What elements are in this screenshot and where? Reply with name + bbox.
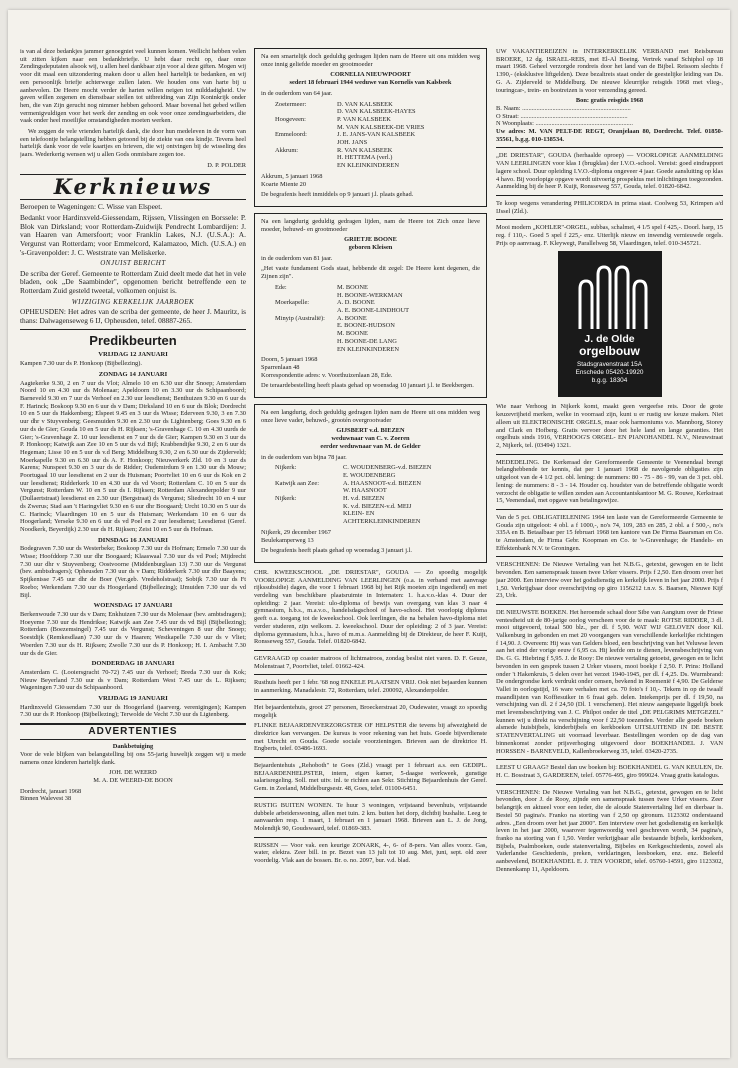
- ad-bejaardenverzorgster: FLINKE BEJAARDENVERZORGSTER OF HELPSTER die tevens bij afwezigheid de direktrice kan vervangen. De kursus is voor rekening van het huis. Goede bijverdienste met Utrecht en Gouda. Goede sociale voorzieningen. Brieven aan de direktrice H. Engberts, telef. 03486-1693.: [254, 722, 487, 753]
- obituary-since: weduwnaar van C. v. Zoeren: [331, 435, 410, 443]
- logo-tagline: orgelbouw: [579, 344, 640, 359]
- ad-rusthuis: Rusthuis heeft per 1 febr. '68 nog ENKELE PLAATSEN VRIJ. Ook niet bejaarden kunnen in aanmerking. Manadalestr. 72, Rotterdam, telef. 200092, Alexanderpolder.: [254, 679, 487, 695]
- column-left: [20, 48, 246, 803]
- divider: [496, 195, 723, 196]
- ad-rijssen: RIJSSEN — Voor vak. een keurige ZONARK, 4-, 6- of 8-pers. Van alles voorz. Gas, water, elektra. Zeer bill. in pr. Bezet van 13 juli tot 10 aug. Mei, juni, sept. old zeer voordelig. Vlak aan de bossen. Br. o. no. 2097, bur. v.d. blad.: [254, 841, 487, 865]
- newspaper-page: [8, 10, 730, 1058]
- logo-name: J. de Olde: [584, 333, 635, 346]
- dank-place: Dordrecht, januari 1968: [20, 787, 82, 795]
- ad-bejaardentehuis: Het bejaardentehuis, groot 27 personen, Broeckerstraat 20, Oudewater, vraagt zo spoedig mogelijk: [254, 703, 487, 719]
- divider: [254, 674, 487, 675]
- coupon-line: N Woonplaats: .............................................................: [496, 120, 633, 128]
- obituary-intro: Na een langdurig, doch geduldig gedragen lijden nam de Heere uit ons midden weg onze lieve vader, behuwd-, grootén overgrootvader: [261, 409, 480, 424]
- signature: D. P. POLDER: [207, 161, 246, 169]
- obituary-address: Koarte Miente 20: [261, 180, 307, 188]
- family-list: Nijkerk: C. WOUDENBERG-v.d. BIEZEN E. WOUDENBERG Katwijk aan Zee: A. HAASNOOT-v.d. BIEZEN W. HAASNOOT Nijkerk: H. v.d. BIEZEN K. v.d. BIEZEN-v.d. MEIJ KLEIN- EN ACHTERKLEINKINDEREN: [275, 464, 432, 526]
- day-heading: VRIJDAG 12 JANUARI: [98, 351, 168, 359]
- obituary-born: geboren Kleisen: [348, 244, 393, 252]
- onjuist-heading: ONJUIST BERICHT: [100, 259, 166, 268]
- intro-paragraph: We zeggen de vele vrienden hartelijk dank, die door hun medeleven in de vorm van een telefoontje belangstelling hebben getoond bij de ziekte van ons kindje. Tevens heel hartelijk dank voor de vele kaartjes en brieven, die wij ontvingen bij de wisseling des jaars. Wederkerig wensen wij u allen Gods onmisbare zegen toe.: [20, 128, 246, 159]
- logo-address: Stadsgravenstraat 15A: [576, 361, 642, 369]
- day-text: Kampen 7.30 uur ds P. Honkoop (Bijbellezing).: [20, 360, 142, 368]
- ad-leest-u-graag: LEEST U GRAAG? Bestel dan uw boeken bij: BOEKHANDEL G. VAN KEULEN, Dr. H. C. Bosstraat 3, GARDEREN, telef. 05776-495, giro 999024. Vraag gratis katalogus.: [496, 764, 723, 779]
- family-list: Zoetermeer: D. VAN KALSBEEK D. VAN KALSBEEK-HAYES Hoogeveen: P. VAN KALSBEEK M. VAN KALSBEEK-DE VRIES Emmeloord: J. E. JANS-VAN KALSBEEK JOH. JANS Akkrum: R. VAN KALSBEEK H. HETTEMA (verl.) EN KLEINKINDEREN: [275, 100, 425, 170]
- obituary-age: in de ouderdom van bijna 78 jaar.: [261, 453, 347, 461]
- dank-address: Binnen Walevest 38: [20, 795, 72, 803]
- day-text: Hardinxveld Giessendam 7.30 uur ds Hoogerland (jaarverg. verenigingen); Kampen 7.30 uur ds P. Honkoop (Bijbellezing); Terwolde de Vecht 7.30 uur ds Ligtenberg.: [20, 703, 246, 719]
- coupon-address: Uw adres: M. VAN PELT-DE REGT, Oranjelaan 80, Dordrecht. Telef. 01850-35561, b.g.g. 010-138534.: [496, 128, 723, 143]
- ad-nieuwste-boeken: DE NIEUWSTE BOEKEN. Het heroemde schaal door Sibe van Aangium over de Friese ventestheid uit de 80-jarige oorlog verscheen voor de te maak: ROTSE RIDDER, 3 dl. mooi uitgevoerd, totaal 500 blz., per dl. f 5,90. WAT WIJ GELOVEN door Kil. Valkenburg in gebonden en met 20 voorgangers van verschillende kerkelijke richtingen f 14,90. J. Overeem: Hij was van Gelders bloed, een beschrijving van het Veluwse leven aan het eind der vorige eeuw f 6,95 ca. Hij leefde om te dienen, levensbeschrijving van Ds. G. G. Hiebring f 5,95. J. de Rooy: De nieuwe vertaling getoetst, gewogen en te licht bevonden in een gesprek tussen 2 Urker vissers, mooi boekje f 2,50. F. Prins: Holland onder 't Hakenkruis, 5 delen over het verzet 1940-1945, per dl. f 4,25. Ds. Wurmbrand: De ondergrondse kerk verdrukt onder censen, bevkend in Roemenië f 4,90. De Gelderse Vallei in oorlogstijd, 16 ware verhalen met ca. 70 foto's f 10,-. Tekem in op de twaalf maandlijsten van Koffiesuiker in 6 fraai geb. delen. Intekenprijs per dl. f 19,50, na verschijning van dl. 2 f 24,50 (Dl. 1 verschenen). Het nieuw aangepaste liggelijk boek met levensbeschrijving van J. C. Philpot onder de titel „DE PELGRIMS METGEZEL" kunnen wij u direkt na verschijning voor f 22,50 toezenden. Verder alle goede boeken alsmede huisbijbels, kinderbijbels en kerkboeken UITSLUITEND IN DE BESTE STATENVERTALING uit voorraad leverbaar. Bestellingen worden op de dag van binnenkomst zonder prijsverhoging uitgevoerd door BOEKHANDEL J. VAN HORSSEN - BARNEVELD, Kallenbroekerweg 35, telef. 03420-2735.: [496, 608, 723, 755]
- day-heading: ZONDAG 14 JANUARI: [98, 370, 168, 378]
- divider: [254, 699, 487, 700]
- obituary-name: GRIETJE BOONE: [344, 236, 397, 244]
- kerk-item: Bedankt voor Hardinxveld-Giessendam, Rijssen, Vlissingen en Borssele: P. Blok van Dirksland; voor Rotterdam-Zuidwijk Pendrecht Lombardijen: J. van Haaren van Amersfoort; voor Franklin Lakes, N.J. (U.S.A.): A. Vergunst van Rotterdam; voor Emmelcord, Kalamazoo, Mich. (U.S.A.) en 's-Gravenpolder: J. C. Weststrate van Meliskerke.: [20, 213, 246, 257]
- obituary-intro: Na een langdurig geduldig gedragen lijden, nam de Heere tot Zich onze lieve moeder, behuwd- en grootmoeder: [261, 217, 480, 233]
- obituary-since: eerder weduwnaar van M. de Gelder: [320, 442, 421, 450]
- obituary-intro: Na een smartelijk doch geduldig gedragen lijden nam de Heere uit ons midden weg onze innig geliefde moeder en grootmoeder: [261, 53, 480, 68]
- organ-pipes-icon: [570, 259, 650, 331]
- ad-kohler-orgel: Mooi modern „KOHLER"-ORGEL, subbas, schalmei, 4 1/5 spel f 425,-. Doorl. harp, 15 reg. f 110,-. Goed 5 spel f 225,- enz. Uiterlijk nieuw en inwendig vernieuwde orgels. Prijs op aanvraag. F. Kleywegt, Parallelweg 58, Vlaardingen, telef. 010-345721.: [496, 224, 723, 247]
- ad-driestar-ivo: „DE DRIESTAR", GOUDA (herhaalde oproep) — VOORLOPIGE AANMELDING VAN LEERLINGEN voor klas I (brugklas) der I.V.O.-school. Vereist: goed eindrapport lagere school. Duur opleiding I.V.O.-diploma ongeveer 4 jaar. Goede aansluiting op klas 4 havo. Bij voorlopige opgave wordt uitvoerig prospektus met inlichtingen toegezonden. Aanmelding bij de heer P. Kuijt, Ronsseweg 557, Gouda, telef. 01820-6842.: [496, 152, 723, 191]
- ad-rustig-wonen: RUSTIG BUITEN WONEN. Te huur 3 woningen, vrijstaand bevenhuis, vrijstaande dubbele arbeiderswoning, allen met tuin. 2 km. buiten het dorp, dichtbij bushalte. Leeg te aanvaarden resp. 1 maart, 1 februari en 1 januari 1968. Brieven aan L. J. de Jong, Molendijk 90, Goudswaard, telef. 01869-383.: [254, 801, 487, 832]
- column-middle: [254, 48, 487, 868]
- kerknieuws-heading: Kerknieuws: [20, 174, 246, 200]
- divider: [496, 454, 723, 455]
- dank-name: M. A. DE WEERD-DE BOON: [93, 776, 173, 784]
- obituary-address: Sparrenlaan 48: [261, 363, 300, 371]
- day-heading: DONDERDAG 18 JANUARI: [91, 660, 175, 668]
- obituary-funeral: De begrafenis heeft inmiddels op 9 januari j.l. plaats gehad.: [261, 191, 414, 199]
- advertenties-heading: ADVERTENTIES: [20, 723, 246, 740]
- coupon-heading: Bon: gratis reisgids 1968: [575, 97, 644, 105]
- ad-driestar: CHR. KWEEKSCHOOL „DE DRIESTAR", GOUDA — Zo spoedig mogelijk VOORLOPIGE AANMELDING VAN LEERLINGEN (o.a. in verband met aanvrage rijkssubsidie) dagen, die voor 1 februari 1968 bij het Rijk moeten zijn ingediend) en met verdeling van beschikbare plaatsruimte in Internaten: 1. h.a.v.o.-klas 4. Duur der opleiding: 2 jaar. Vereist: ulo-diploma of bewijs van overgang van klas 3 naar 4 gymnasium, h.b.s., m.a.v.o., handelsdagschool of havo-school. Het voorlopig diploma geeft o.a. toegang tot de kweekschool. Ook leerlingen, die na behalen havo-diploma niet verder studeren, zijn welkom. 2. kweekschool. Duur der opleiding: 2 of 3 jaar. Vereist: diploma gymnasium, h.b.s., havo of m.m.s. Aanmelding bij de Direkteur, de heer F. Kuijt, Ronsseweg 557, Gouda. Telef. 01820-6842.: [254, 568, 487, 646]
- obituary-since: sedert 18 februari 1944 weduwe van Kornelis van Kalsbeek: [289, 79, 452, 87]
- obituary-date: Doorn, 5 januari 1968: [261, 356, 318, 364]
- ad-mededeling: MEDEDELING. De Kerkeraad der Gereformeerde Gemeente te Veenendaal brengt belanghebbende ter kennis, dat per 1 januari 1968 de navolgende obligaties zijn uitgeloot van de 4 1/2 pct. obl. lening: de nummers: 80 - 75 - 86 - 99, van de 3 pct. obl. lening: de nummers: 8 - 3 - 14. Houder cq. houdster van de betreffende obligatie wordt verzocht de obligatie te willen zenden aan Accountantskantoor M. G. Rouwe, Kerkstraat 15, Veenendaal, met opgave van betalingswijze.: [496, 458, 723, 505]
- divider: [496, 759, 723, 760]
- ad-rehoboth: Bejaardentehuis „Rehoboth" te Goes (Zld.) vraagt per 1 februari a.s. een GEDIPL. BEJAARDENHELPSTER, intern, eigen kamer, 5-daagse werkweek, gunstige salarisregeling. Soll. met uitv. inl. te richten aan Sekr. Stichting Bejaardenhuis der Geref. Gem. in Zeeland, Middelburgsestr. 48, Goes, telef. 01100-6451.: [254, 762, 487, 793]
- divider: [254, 797, 487, 798]
- obituary-name: GIJSBERT v.d. BIEZEN: [336, 427, 405, 435]
- divider: [496, 556, 723, 557]
- day-text: Aagtekerke 9.30, 2 en 7 uur ds Vlot; Almelo 10 en 6.30 uur dhr Snoep; Amsterdam Noord 10 en 4.30 uur ds Molenaar; Apeldoorn 10 en 3.30 uur ds Schipaanboord; Barneveld 9.30 en 7 uur ds Verhoef en 2.30 uur leesdienst; Benthuizen 9.30 en 6 uur ds F. Harinck; Boskoop 9.30 en 6 uur ds v Dam; Dirksland 10 en 6 uur ds Blok; Dordrecht 10 en 5 uur ds Hakkenberg; Elspeet 9.45 en 3 uur ds Wisse; Ederveen 9.30, 3 en 7.30 uur dhr v Stuyvenberg; Geesmuiden 9.30 en 2.30 uur ds Lightenberg; Goes 9.30 en 6 uur ds de Gier; Gouda 10 en 5 uur ds H. Rijksen; 's-Gravenhage C. 10 en 4.30 uurds de Gier; 's-Gravenhage Z. 10 uur leesdienst en 7 uur ds de Gier; Kampen 9.30 en 3 uur ds P. Honkoop; Katwijk aan Zee 10 en 5 uur ds v.d Bijl; Krabbendijke 9.30, 2 en 6 uur ds Hegeman; Lisse 10 en 5 uur ds v.d Berg; Middelburg 9.30, 2 en 6.30 uur ds Zijderveld; Moerkapelle 9.30 en 6.30 uur ds A. F. Honkoop; Nieuwerkerk Zld. 10 en 3 uur ds Karens; Nunspeet 9.30 en 3 uur ds de Ridder; Oudemirdum 9 en 1.30 uur ds Mouw; Poortugaal 10 uur leesdienst en 2 uur ds Huisman; Poortvliet 10 en 6 uur ds Kok en 2 uur leesdienst; Ridderkerk 10 en 4.30 uur ds vd Voort; Rotterdam C. 10 en 5 uur ds Vergunst; Rotterdam W. 10 en 5 uur ds I. Rijksen; Rotterdam Alexanderpolder 9 uur (Dullaertstraat) leesdienst en 2.30 uur (Bergstraat) ds Vergunst; Sliedrecht 10 en 4 uur ds Zwerus; Stad aan 't Haringvliet 9.30 en 6 uur dhr Boogaard; Urcht 10.30 en 5 uur ds C. Harinck; Vlaardingen 10 en 5 uur ds Huisman; Werkendam 10 en 6 uur ds Hoogerland; Yerseke 9.30 en 6 uur ds vd Poel en 2 uur leesdienst; Leesdienst (Geref. Noodkerk, Beyerdijk) 2.30 uur ds H. Rijksen; Zeist 10 en 5 uur ds Hofman.: [20, 379, 246, 533]
- divider: [496, 509, 723, 510]
- jaarboek-text: OPHEUSDEN: Het adres van de scriba der gemeente, de heer J. Mauritz, is thans: Dalwagenseweg 6 IJ, Opheusden, telef. 08887-265.: [20, 307, 246, 325]
- ad-verschenen: VERSCHENEN: De Nieuwe Vertaling van het N.B.G., getextst, gewogen en te licht bevonden. Een samenspraak tussen twee Urker vissers. Prijs f 2,50. Een droom over het jaar 2000. Een interview over het godsdienstig en kerkelijk leven in het jaar 2000. Prijs f 1,50. Verkrijgbaar door overschrijving op giro 1156212 t.n.v. S. Baarsen, Nieuwe Kijf 23, Urk.: [496, 561, 723, 600]
- obituary-biezen: [254, 404, 487, 563]
- obituary-quote: „Het vaste fundament Gods staat, hebbende dit zegel: De Heere kent degenen, die Zijnen zijn".: [261, 265, 480, 281]
- obituary-nieuwpoort: [254, 48, 487, 207]
- obituary-date: Akkrum, 5 januari 1968: [261, 172, 323, 180]
- family-list: Ede: M. BOONE H. BOONE-WERKMAN Moerkapelle: A. D. BOONE A. E. BOONE-LINDHOUT Minyip (Australië): A. BOONE E. BOONE-HUDSON M. BOONE H. BOONE-DE LANG EN KLEINKINDEREN: [275, 283, 410, 353]
- ad-obligatielening: Van de 5 pct. OBLIGATIELENING 1964 ten laste van de Gereformeerde Gemeente te Gouda zijn uitgeloot: 4 obl. a f 1000,-, no's 74, 109, 283 en 285, 2 obl. a f 500,-, no's 335A en B. Betaalbaar per 15 februari 1968 ten kantore van De Firma Baarsman en Co. te Amsterdam, de Firma Gebr. Koopman en Co. te 's-Gravenhage; de Handels- en Effektenbank N.V. te Groningen.: [496, 513, 723, 552]
- ad-verschenen-nbg: VERSCHENEN: De Nieuwe Vertaling van het N.B.G., getextst, gewogen en te licht bevonden, door J. de Rooy, zijnde een samenspraak tussen twee Urker vissers. Zeer belangrijk en aktueel voor een ieder, die de aloude Statenvertaling lief en dierbaar is. Bestel 50 pagina's. Franko na storting van f 2,50 op gironum. 1123302 onderstaand adres. „Een droom over het jaar 2000". Een interview over het godsdienstig en kerkelijk leven in het jaar 2000, waarover tegenwoordig veel geschreven wordt, 34 pagina's, franko na storting van f 1,50. Verder verkrijgbaar alle bestaande bijbels, kerkboeken, Bijbels, Psalmboeken, oude statenvertaling, Bijbeles en Kerkgeschiedenis, zowel als Vaderlandse Geschiedenis, preken, verklaringen, leesboeken, enz. enz. Beleefd aanbevelend, BOEKHANDEL E. J. TEN VOORDE, telef. 05760-14591, giro 1123302, Dennenkamp 11, Apeldoorn.: [496, 788, 723, 873]
- intro-paragraph: is van al deze bedankjes jammer genoegniet veel kunnen komen. Wellicht hebben velen uit zitten kijken naar een bedankbriefje. U hebt daar recht op, daar onze Zendingsdeputaten alsook wij, u allen heel dankbaar zijn voor al deze giften. Mogen wij voor dit maal een uitzondering maken door u allen heel hartelijk te bedanken, en wij een persoonlijk briefje achterwege zullen laten. We houden ons van harte bij u aanbevolen. De Heere mocht verder de harten willen neigen tot milddadigheid. Uw gaven willen zegenen en dienstbaar stellen tot uitbreiding van Zijn Koninkrijk onder hen, die van Zijn gerucht nog nimmer hebben gehoord. Maar bovenal het gebed willen vermenigvuldigen voor het werk der zending en ook voor onze zendingsarbeiders, die vaak onder heel moeilijke omstandigheden moeten werken.: [20, 48, 246, 125]
- dank-text: Voor de vele blijken van belangstelling bij ons 55-jarig huwelijk zeggen wij u mede namens onze kinderen hartelijk dank.: [20, 750, 246, 766]
- obituary-correspondence: Korrespondentie adres: v. Voorthuizenlaan 28, Ede.: [261, 371, 393, 379]
- onjuist-text: De scriba der Geref. Gemeente te Rotterdam Zuid deelt mede dat het in vele bladen, ook „De Saambinder", opgenomen bericht betreffende een te Rotterdam Zuid gesteld tweetal, volkomen onjuist is.: [20, 268, 246, 295]
- coupon-line: B. Naam: ....................................................................: [496, 104, 631, 112]
- divider: [254, 837, 487, 838]
- ad-matroos: GEVRAAGD op coaster matroos of lichtmatroos, zondag beslist niet varen. D. F. Geuze, Molenstraat 7, Poortvliet, telef. 01662-424.: [254, 655, 487, 670]
- dank-name: JOH. DE WEERD: [109, 769, 157, 777]
- predikbeurten-heading: Predikbeurten: [20, 329, 246, 349]
- logo-phone: Enschede 05420-19920: [575, 369, 644, 377]
- divider: [496, 147, 723, 148]
- obituary-date: Nijkerk, 29 december 1967: [261, 528, 331, 536]
- divider: [496, 219, 723, 220]
- column-right: [496, 48, 723, 876]
- ad-verhoog: Wie naar Verhoog in Nijkerk komt, maakt geen vergeefse reis. Door de grote keuzevrijheid merken, welke in voorraad zijn, kunt u er rustig uw keuze maken. Niet alleen uit ELEKTRONISCHE ORGELS, maar ook harmoniums v.o. Mannborg, Storey and Clark en Hofberg. Gratis vervoer door het hele land en lange garanties. Het orgelhuis sinds 1916, VERHOOG'S ORGEL- EN PIANOHANDEL N.V., Nieuwstraat 2, Nijkerk, tel. (03494) 1321.: [496, 403, 723, 449]
- day-heading: DINSDAG 16 JANUARI: [98, 536, 168, 544]
- obituary-age: in de ouderdom van 64 jaar.: [261, 89, 333, 97]
- day-heading: VRIJDAG 19 JANUARI: [98, 695, 168, 703]
- divider: [254, 757, 487, 758]
- divider: [254, 650, 487, 651]
- jaarboek-heading: WIJZIGING KERKELIJK JAARBOEK: [71, 297, 195, 306]
- obituary-name: CORNELIA NIEUWPOORT: [330, 71, 411, 79]
- divider: [496, 784, 723, 785]
- logo-phone-alt: b.g.g. 18304: [591, 377, 628, 385]
- day-text: Amsterdam C. (Looiersgracht 70-72) 7.45 uur ds Verhoef; Breda 7.30 uur ds Kok; Nieuw Beyerland 7.30 uur ds v Dam; Rotterdam West 7.45 uur ds L. Rijksen; Wageningen 7.30 uur ds Schipaanboord.: [20, 668, 246, 692]
- day-heading: WOENSDAG 17 JANUARI: [93, 602, 173, 610]
- orgelbouw-logo: [558, 251, 662, 397]
- ad-philicorda: Te koop wegens verandering PHILICORDA in prima staat. Coolweg 53, Krimpen a/d IJssel (Zld.).: [496, 199, 723, 215]
- day-text: Berkenwoude 7.30 uur ds v Dam; Enkhuizen 7.30 uur ds Molenaar (bev. ambtsdragers); Hoeyeme 7.30 uur ds Hendrikse; Katwijk aan Zee 7.45 uur ds vd Bijl (Bijbellezing); Rotterdam (Boezemsingel) 7.45 uur ds Vergunst; Scheveningen 8 uur dhr Snoep; Soestdijk (Remkesdlaan) 7.30 uur ds v Haaren; Westkapelle 7.30 uur ds v Vliet; Woerden 7.30 uur ds H. Rijksen; Zwolle 7.30 uur ds P. Honkoop; H. I. Ambacht 7.30 uur ds de Gier.: [20, 610, 246, 657]
- coupon-line: O Straat: ...................................................................: [496, 112, 628, 120]
- day-text: Bodegraven 7.30 uur ds Westerbeke; Boskoop 7.30 uur ds Hofman; Ermelo 7.30 uur ds Wisse; Hoofddorp 7.30 uur dhr Boogaard; Klaaswaal 7.30 uur ds vd Poel; Mijdrecht 7.30 uur dhr v Stuyvenberg; Oostvoorne (Middenburglaan 13) 7.30 uur ds Vergunst (bev. ambtsdragers); Opheusden 7.30 uur ds v Dam; Ridderkerk 7.30 uur dhr Baayens; Spijkenisse 7.45 uur dhr de Boer (Ver.geb. Vredeholstraat); Sobijk 7.30 uur ds Ft Roebo; Werkendam 7.30 uur ds Hoogerland (Bijbellezing); IJmuiden 7.30 uur ds vd Bijl.: [20, 545, 246, 599]
- kerk-item: Beroepen te Wageningen: C. Wisse van Elspeet.: [20, 201, 163, 211]
- obituary-address: Beulekamperweg 13: [261, 536, 314, 544]
- obituary-funeral: De teraardebestelling heeft plaats gehad op woensdag 10 januari j.l. te Beekbergen.: [261, 382, 474, 390]
- divider: [496, 604, 723, 605]
- obituary-age: in de ouderdom van 81 jaar.: [261, 254, 333, 262]
- obituary-boone: [254, 213, 487, 398]
- dank-heading: Dankbetuiging: [112, 743, 154, 751]
- obituary-funeral: De begrafenis heeft plaats gehad op woensdag 3 januari j.l.: [261, 547, 413, 555]
- ad-vakantiereizen: UW VAKANTIEREIZEN in INTERKERKELIJK VERBAND met Reisbureau BROERE, 12 dg. ISRAEL-REIS, met El-Al Boeing. Vertrek vanaf Schiphol op 18 maart 1968. Geheel verzorgde rondreis door het land van de Bijbel. Reissom slechts f 1390,- (eksklusive liftgelden). Deze bezaltreis staat onder de geestelijke leiding van Ds. G. A. Zijderveld te Middelburg. De nieuwe kleurrijke reisgids 1968 met vlieg-, touringcar-, trein- en bootreizen is voor verzending gereed.: [496, 48, 723, 94]
